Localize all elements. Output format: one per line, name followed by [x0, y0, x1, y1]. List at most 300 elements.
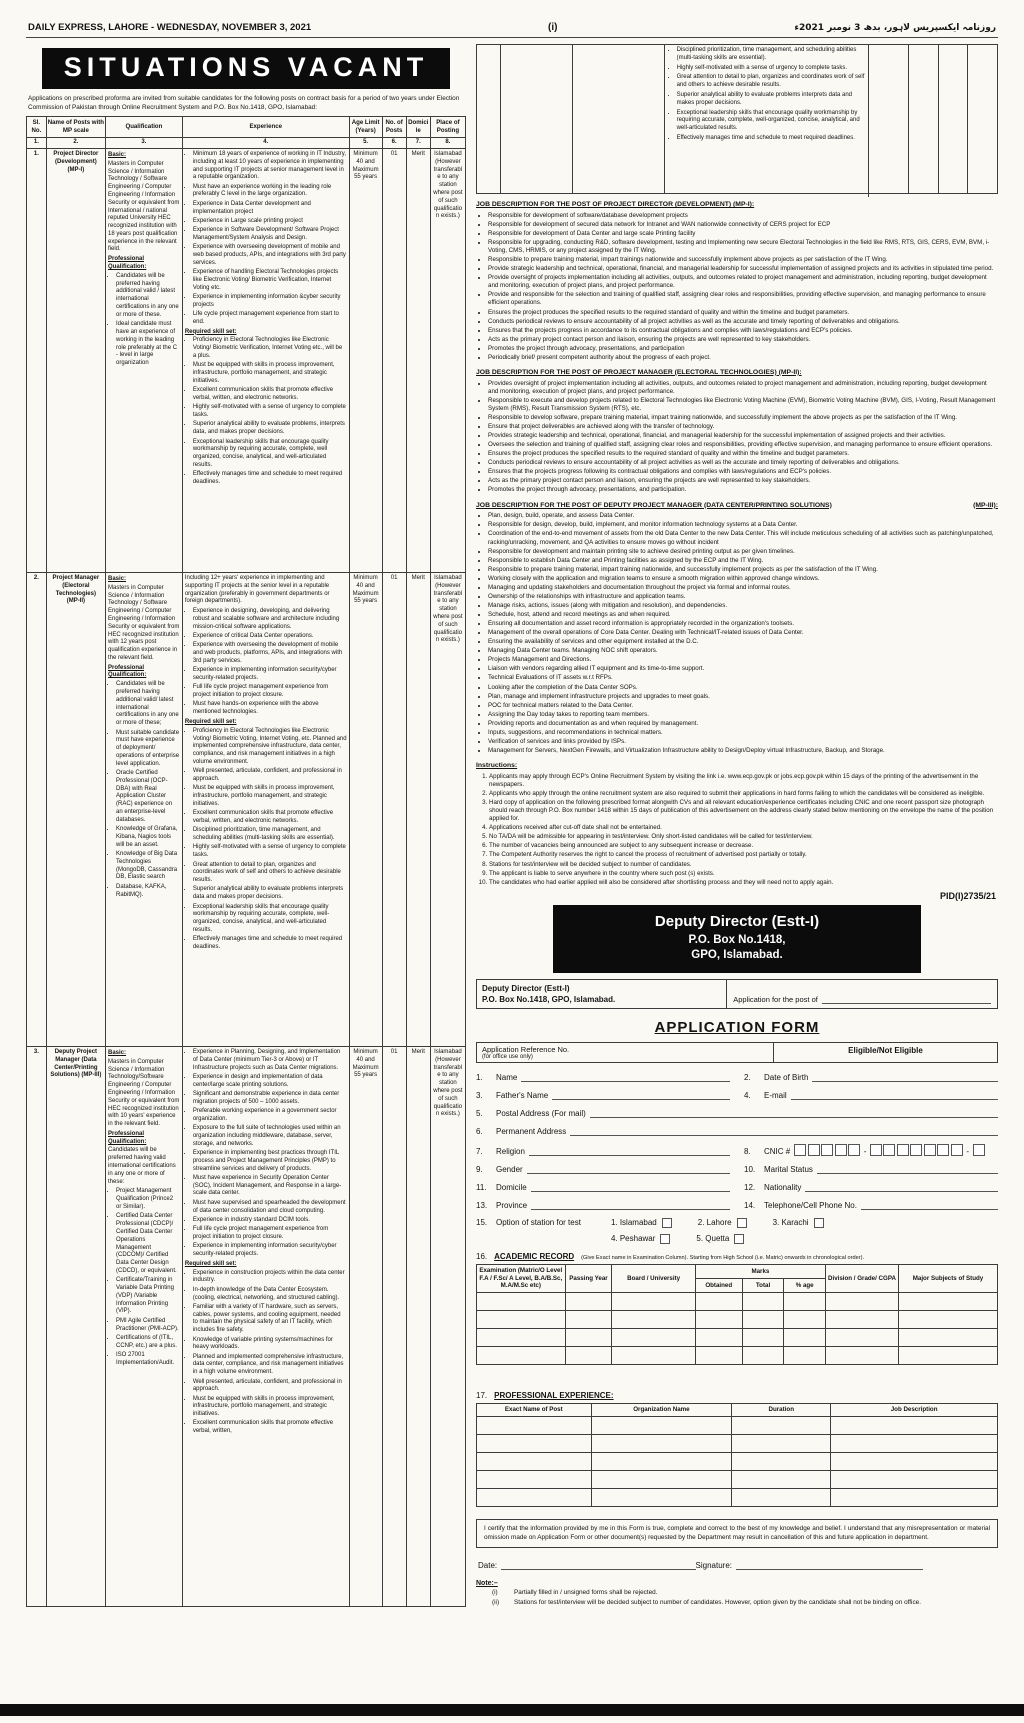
- bullet-item: • Superior analytical ability to evaluate problems interprets data and makes proper decisions.: [193, 886, 347, 902]
- academic-header-row-1: [477, 1264, 998, 1278]
- section-number: 16.: [476, 1251, 488, 1261]
- address-strip: [476, 979, 998, 1009]
- field-number: 4.: [744, 1090, 751, 1100]
- station-label: 3. Karachi: [772, 1218, 809, 1228]
- bullet-item: • Database, KAFKA, RabitMQ).: [116, 884, 180, 900]
- post-name-fill-line: [822, 994, 991, 1004]
- header-major-subjects: Major Subjects of Study: [898, 1264, 997, 1292]
- field-number: 5.: [476, 1108, 483, 1118]
- bullet-item: • Certified Data Center Professional (CDCP)/ Certified Data Center Operations Management (CDCOM)/ Certified Data Center Design (CDCD), or equivalent.: [116, 1213, 180, 1275]
- blank-cell: [898, 1293, 997, 1311]
- field-number: 3.: [476, 1090, 483, 1100]
- bullet-item: • Experience of critical Data Center operations.: [193, 633, 347, 641]
- form-row: [476, 1144, 998, 1156]
- cell-bullets: [185, 337, 347, 486]
- form-row: [476, 1200, 998, 1210]
- cnic-digit-box: [821, 1144, 833, 1156]
- blank-cell: [477, 1329, 566, 1347]
- list-item: • Verification of services and links provided by ISPs.: [488, 738, 998, 746]
- application-for-post-label: Application for the post of: [733, 994, 818, 1004]
- blank-cell: [831, 1416, 998, 1434]
- bullet-item: • Must be equipped with skills in process improvement, infrastructure, portfolio management, and strategic initiatives.: [193, 785, 347, 808]
- job-description-mp2: [476, 369, 998, 495]
- post-row-deputy-project-manager: [27, 1046, 466, 1606]
- list-item: • Responsible to prepare training material, impart training nationwide, and successfully implement projects as per the satisfaction of the IT Wing.: [488, 566, 998, 574]
- cell-heading: Basic:: [108, 151, 127, 158]
- reference-sublabel: (for office use only): [482, 1053, 533, 1060]
- header-duration: Duration: [732, 1404, 831, 1417]
- blank-cell: [612, 1311, 695, 1329]
- professional-experience-heading: [476, 1391, 998, 1400]
- field-email: [744, 1090, 998, 1100]
- blank-cell: [826, 1329, 899, 1347]
- cell-heading: Professional Qualification:: [108, 1130, 147, 1145]
- blank-cell: [591, 1488, 732, 1506]
- field-label: Telephone/Cell Phone No.: [764, 1200, 857, 1210]
- bullet-item: • Experience in implementing information security/cyber security-related projects.: [193, 1243, 347, 1259]
- bullet-item: • Must have experience in Security Operation Center (SOC), Incident Management, and Response in a large-scale data center.: [193, 1175, 347, 1198]
- academic-record-table: [476, 1264, 998, 1365]
- bullet-item: • Certifications of (ITIL, CCNP, etc.) are a plus.: [116, 1335, 180, 1351]
- form-row: [476, 1090, 998, 1100]
- continuation-empty-cell: [573, 45, 665, 193]
- list-item: • Working closely with the application and migration teams to ensure a smooth migration within approved change windows.: [488, 575, 998, 583]
- bullet-item: • Disciplined prioritization, time management, and scheduling abilities (multi-tasking skills are essential).: [193, 827, 347, 843]
- list-item: • POC for technical matters related to the Data Center.: [488, 702, 998, 710]
- list-item: 6. The number of vacancies being announced are subject to any subsequent increase or decrease.: [489, 842, 998, 850]
- date-field: [478, 1560, 696, 1570]
- blank-cell: [591, 1470, 732, 1488]
- fill-line: [552, 1090, 730, 1100]
- bullet-item: • Excellent communication skills that promote effective verbal, written, and electronic networks.: [193, 810, 347, 826]
- job-description-mp3-heading-text: JOB DESCRIPTION FOR THE POST OF DEPUTY PROJECT MANAGER (DATA CENTER/PRINTING SOLUTIONS): [476, 501, 832, 509]
- job-description-mp1: [476, 201, 998, 362]
- blank-cell: [732, 1488, 831, 1506]
- list-item: 10. The candidates who had earlier applied will also be considered after shortlisting process and they will need not to apply again.: [489, 879, 998, 887]
- bullet-item: • Must suitable candidate must have experience of deployment/ operations of enterprise level application.: [116, 730, 180, 769]
- fill-line: [791, 1090, 998, 1100]
- blank-cell: [477, 1488, 592, 1506]
- blank-cell: [695, 1311, 742, 1329]
- blank-cell: [612, 1329, 695, 1347]
- list-item: • Responsible to develop software, prepare training material, impart training nationwide, and successfully implement the above projects as per the satisfaction of the IT Wing.: [488, 414, 998, 422]
- date-signature-row: [476, 1560, 998, 1570]
- station-checkbox: [660, 1234, 670, 1244]
- cell-sl-3: 3.: [27, 1046, 47, 1606]
- notes-section: [476, 1580, 998, 1608]
- details-column: [476, 44, 998, 1609]
- list-item: • Responsible for development of software/database development projects: [488, 212, 998, 220]
- job-description-mp3-list: [476, 512, 998, 755]
- pid-number: PID(I)2735/21: [939, 890, 996, 901]
- bullet-item: • Experience in construction projects within the data center industry.: [193, 1270, 347, 1286]
- list-item: • Provide oversight of projects implementation including all activities, outputs, and outcomes related to project management and administration, including reporting, budget development and monitoring, execution of project plans, and project performance.: [488, 274, 998, 290]
- page-number: (i): [548, 22, 558, 33]
- list-item: • Responsible for development of Data Center and large scale Printing facility: [488, 230, 998, 238]
- fill-line: [817, 1164, 998, 1174]
- cell-paragraph: Including 12+ years' experience in implementing and supporting IT projects at the senior level in a reputable organization (preferably in government departments or foreign departments).: [184, 574, 330, 605]
- professional-experience-table: [476, 1403, 998, 1507]
- fill-line: [501, 1560, 695, 1570]
- field-number: 8.: [744, 1146, 751, 1156]
- application-fields: [476, 1072, 998, 1244]
- bullet-item: • Effectively manages time and schedule to meet required deadlines.: [193, 471, 347, 487]
- bullet-item: • Experience in design and implementation of data center/large scale printing solutions.: [193, 1074, 347, 1090]
- bullet-item: • Effectively manages time and schedule to meet required deadlines.: [193, 936, 347, 952]
- list-item: • Responsible for development of secured data network for Intranet and WAN nationwide connectivity of CERS project for ECP: [488, 221, 998, 229]
- blank-cell: [732, 1434, 831, 1452]
- list-item: • Projects Management and Directions.: [488, 656, 998, 664]
- section-number: 17.: [476, 1391, 488, 1401]
- page-content: [26, 44, 998, 1609]
- bullet-item: • Experience in Data Center development and implementation project: [193, 201, 347, 217]
- colnum: 8.: [430, 138, 465, 149]
- list-item: • Ensuring all documentation and asset record information is appropriately recorded in the organization's toolsets.: [488, 620, 998, 628]
- blank-cell: [565, 1311, 612, 1329]
- field-label: Gender: [496, 1164, 523, 1174]
- job-description-mp2-list: [476, 380, 998, 495]
- field-label: Domicile: [496, 1182, 527, 1192]
- application-form-title: APPLICATION FORM: [654, 1018, 820, 1036]
- colnum: 6.: [382, 138, 406, 149]
- bullet-item: • Significant and demonstrable experience in data center migration projects of 500 – 1000 assets.: [193, 1091, 347, 1107]
- cell-heading: Professional Qualification:: [108, 256, 147, 271]
- certification-text: I certify that the information provided by me in this Form is true, complete and correct to the best of my knowledge and belief. I understand that any misrepresentation or material omission made on Application Form or other document(s) requested by the Department may result in cancellation of this and future application in department.: [476, 1519, 998, 1548]
- list-item: 3. Hard copy of application on the following prescribed format alongwith CVs and all relevant education/experience certificates including CNIC and one recent passport size photograph should reach through P.O. Box number 1418 within 15 days of publication of this advertisement on the address clearly stated below mentioning on the envelope the name of the position applied for.: [489, 799, 998, 823]
- blank-cell: [784, 1311, 826, 1329]
- address-strip-left: [477, 980, 727, 1008]
- continuation-empty-cell: [501, 45, 572, 193]
- station-label: 1. Islamabad: [610, 1218, 657, 1228]
- fill-line: [590, 1108, 998, 1118]
- bullet-item: • Candidates will be preferred having additional valid / latest international certifications in any one or more of these.: [116, 273, 180, 320]
- form-row: [476, 1072, 998, 1082]
- blank-cell: [742, 1347, 784, 1365]
- header-board-university: Board / University: [612, 1264, 695, 1292]
- field-number: 6.: [476, 1126, 483, 1136]
- cell-age-1: Minimum 40 and Maximum 55 years: [349, 148, 382, 572]
- bullet-item: • Experience in industry standard DCIM tools.: [193, 1217, 347, 1225]
- colnum: 4.: [182, 138, 349, 149]
- cell-experience-2: [182, 572, 349, 1046]
- field-name: [476, 1072, 730, 1082]
- blank-cell: [477, 1470, 592, 1488]
- cnic-digit-box: [897, 1144, 909, 1156]
- cell-posts-3: 01: [382, 1046, 406, 1606]
- field-province: [476, 1200, 730, 1210]
- station-option-peshawar: [611, 1234, 670, 1244]
- blank-cell: [831, 1452, 998, 1470]
- bullet-item: • Experience in implementing information security/cyber security-related projects.: [193, 667, 347, 683]
- cnic-dash: [966, 1147, 969, 1156]
- note-text: Partially filled in / unsigned forms shall be rejected.: [514, 1588, 658, 1596]
- address-strip-pobox: P.O. Box No.1418, GPO, Islamabad.: [482, 994, 616, 1004]
- instructions-section: [476, 762, 998, 887]
- blank-cell: [732, 1470, 831, 1488]
- bullet-item: • Must be equipped with skills in process improvement, infrastructure, portfolio management, and strategic initiatives.: [193, 362, 347, 385]
- field-number: 15.: [476, 1217, 488, 1227]
- table-continuation: [476, 44, 998, 194]
- bullet-item: • Ideal candidate must have an experience of working in the leading role preferably at the C - level in large organization: [116, 321, 180, 368]
- field-label: Province: [496, 1200, 528, 1210]
- blank-cell: [831, 1488, 998, 1506]
- blank-cell: [732, 1452, 831, 1470]
- cell-bullets: [108, 1188, 180, 1367]
- reference-box: [476, 1042, 998, 1063]
- field-label: Father's Name: [496, 1090, 549, 1100]
- fill-line: [531, 1182, 730, 1192]
- bullet-item: • Experience in implementing information &cyber security projects: [193, 294, 347, 310]
- cnic-digit-box: [910, 1144, 922, 1156]
- station-option-islamabad: [611, 1218, 672, 1228]
- blank-cell: [732, 1416, 831, 1434]
- blank-cell: [784, 1329, 826, 1347]
- cell-bullets: [185, 1270, 347, 1436]
- continuation-bullets: [668, 47, 866, 143]
- header-examination: Examination (Matric/O Level F.A / F.Sc/ A Level, B.A/B.Sc, M.A/M.Sc etc): [477, 1264, 566, 1292]
- cell-sl-1: 1.: [27, 148, 47, 572]
- posts-table: [26, 116, 466, 1607]
- list-item: • Plan, manage and implement infrastructure projects and upgrades to meet goals.: [488, 693, 998, 701]
- field-number: 12.: [744, 1182, 756, 1192]
- bullet-item: • In-depth knowledge of the Data Center Ecosystem. (cooling, electrical, networking, and structured cabling).: [193, 1287, 347, 1303]
- fill-line: [570, 1126, 998, 1136]
- cell-paragraph: Masters in Computer Science / Information Technology / Software Engineering / Computer Engineering / Information Security or equivalent from HEC recognized institution with 12 years post qualification experience in the relevant field.: [108, 584, 180, 661]
- field-postal-address: [476, 1108, 998, 1118]
- fill-line: [736, 1560, 923, 1570]
- continuation-empty-cell: [477, 45, 501, 193]
- cell-paragraph: Candidates will be preferred having valid international certifications in any one or more of these:: [108, 1147, 176, 1185]
- list-item: • Responsible for development and maintain printing site to achieve desired printing output as per given timelines.: [488, 548, 998, 556]
- notes-heading: Note:–: [476, 1579, 498, 1587]
- bullet-item: • Highly self-motivated with a sense of urgency to complete tasks.: [193, 404, 347, 420]
- header-qualification: Qualification: [106, 117, 183, 138]
- bullet-item: • Proficiency in Electoral Technologies like Electronic Voting/ Biometric Verification, Internet Voting etc., will be a plus.: [193, 337, 347, 360]
- bullet-item: • Exposure to the full suite of technologies used within an organization including middleware, database, server, storage, and networks.: [193, 1125, 347, 1148]
- field-label: Date of Birth: [764, 1072, 809, 1082]
- list-item: • Provide strategic leadership and technical, operational, financial, and managerial leadership for successful implementation of assigned projects and its activities in stipulated time period.: [488, 265, 998, 273]
- fill-line: [805, 1182, 998, 1192]
- blank-cell: [612, 1293, 695, 1311]
- field-number: 11.: [476, 1182, 487, 1192]
- cell-bullets: [185, 608, 347, 717]
- ad-title-banner: [42, 48, 450, 89]
- bullet-item: • PMI Agile Certified Practitioner (PMI-ACP).: [116, 1318, 180, 1334]
- cell-domicile-3: Merit: [406, 1046, 430, 1606]
- bullet-item: • Experience in Planning, Designing, and Implementation of Data Center (minimum Tier-3 or Above) or IT Infrastructure projects such as Data Center migrations.: [193, 1049, 347, 1072]
- list-item: 2. Applicants who apply through the online recruitment system are also required to submit their applications in hard forms failing to which the candidates will be considered as ineligible.: [489, 790, 998, 798]
- list-item: • Providing reports and documentation as and when required by management.: [488, 720, 998, 728]
- header-place: Place of Posting: [430, 117, 465, 138]
- list-item: • Ensures that the projects progress following its contractual obligations and complies with laws/regulations and ECP's policies.: [488, 468, 998, 476]
- station-checkbox: [737, 1218, 747, 1228]
- list-item: • Inputs, suggestions, and recommendations in technical matters.: [488, 729, 998, 737]
- post-row-project-director: [27, 148, 466, 572]
- form-row-station: [476, 1218, 998, 1244]
- header-exact-post: Exact Name of Post: [477, 1404, 592, 1417]
- form-row: [476, 1182, 998, 1192]
- experience-blank-row: [477, 1470, 998, 1488]
- cell-age-3: Minimum 40 and Maximum 55 years: [349, 1046, 382, 1606]
- experience-header-row: [477, 1404, 998, 1417]
- list-item: 8. Stations for test/interview will be decided subject to number of candidates.: [489, 861, 998, 869]
- cell-place-2: Islamabad (However transferable to any station where post of such qualification exists.): [430, 572, 465, 1046]
- cnic-digit-box: [973, 1144, 985, 1156]
- cnic-digit-box: [937, 1144, 949, 1156]
- list-item: • Superior analytical ability to evaluate problems interprets data and makes proper decisions.: [677, 92, 866, 108]
- field-telephone: [744, 1200, 998, 1210]
- note-number: (ii): [492, 1598, 500, 1606]
- job-description-mp2-heading: JOB DESCRIPTION FOR THE POST OF PROJECT MANAGER (ELECTORAL TECHNOLOGIES) (MP-II):: [476, 368, 802, 376]
- field-cnic: [744, 1144, 998, 1156]
- blank-cell: [565, 1293, 612, 1311]
- list-item: • Schedule, host, attend and record meetings as and when required.: [488, 611, 998, 619]
- bullet-item: • Great attention to detail to plan, organizes and coordinates work of self and others to achieve desirable results.: [193, 862, 347, 885]
- blank-cell: [591, 1434, 732, 1452]
- cnic-boxes: [794, 1144, 984, 1156]
- field-number: 9.: [476, 1164, 483, 1174]
- cell-paragraph: Masters in Computer Science / Information Technology / Software Engineering / Computer Engineering / Information Security or equivalent from International / national reputed University HEC recognized institution with 18 years post qualification experience in the relevant field.: [108, 160, 180, 253]
- header-age-limit: Age Limit (Years): [349, 117, 382, 138]
- header-sl-no: Sl. No.: [27, 117, 47, 138]
- field-label: Option of station for test: [496, 1217, 581, 1227]
- signature-label: Signature:: [695, 1560, 733, 1570]
- job-description-mp3-heading: [476, 502, 998, 511]
- academic-blank-row: [477, 1347, 998, 1365]
- bullet-item: • Excellent communication skills that promote effective verbal, written,: [193, 1420, 347, 1436]
- cell-domicile-1: Merit: [406, 148, 430, 572]
- list-item: • Looking after the completion of the Data Center SOPs.: [488, 684, 998, 692]
- bullet-item: • Full life cycle project management experience from project initiation to project closure.: [193, 684, 347, 700]
- continuation-empty-cell: [869, 45, 909, 193]
- cell-qualification-1: [106, 148, 183, 572]
- instructions-list: [476, 773, 998, 887]
- header-division-grade: Division / Grade/ CGPA: [826, 1264, 899, 1292]
- list-item: • Managing Data Center teams. Managing NOC shift operators.: [488, 647, 998, 655]
- date-label: Date:: [478, 1560, 498, 1570]
- field-number: 14.: [744, 1200, 756, 1210]
- instructions-heading: Instructions:: [476, 762, 518, 770]
- list-item: • Managing and updating stakeholders and documentation throughout the project via formal and informal routes.: [488, 584, 998, 592]
- cell-heading: Basic:: [108, 1049, 127, 1056]
- field-label: CNIC #: [764, 1146, 791, 1156]
- colnum: 5.: [349, 138, 382, 149]
- header-organization: Organization Name: [591, 1404, 732, 1417]
- bullet-item: • Must have an experience working in the leading role preferably C level in the large organization.: [193, 184, 347, 200]
- cnic-digit-box: [924, 1144, 936, 1156]
- academic-record-title: ACADEMIC RECORD: [494, 1251, 575, 1261]
- blank-cell: [591, 1416, 732, 1434]
- blank-cell: [565, 1329, 612, 1347]
- blank-cell: [898, 1347, 997, 1365]
- list-item: • Conducts periodical reviews to ensure accountability of all project activities as well as the accurate and timely reporting of deliverables and obligations.: [488, 318, 998, 326]
- continuation-empty-cell: [968, 45, 997, 193]
- bullet-item: • Must have hands-on experience with the above mentioned technologies.: [193, 701, 347, 717]
- note-text: Stations for test/interview will be decided subject to number of candidates. However, option given by the candidate shall not be binding on office.: [514, 1598, 922, 1606]
- job-description-mp3-heading-suffix: (MP-III):: [973, 501, 998, 509]
- bullet-item: • Exceptional leadership skills that encourage quality workmanship by requiring accurate, complete, well-organized, concise, analytical, and well-articulated results.: [193, 904, 347, 935]
- field-label: Postal Address (For mail): [496, 1108, 586, 1118]
- ad-title: SITUATIONS VACANT: [63, 52, 429, 82]
- field-gender: [476, 1164, 730, 1174]
- fill-line: [529, 1146, 730, 1156]
- blank-cell: [695, 1329, 742, 1347]
- list-item: • Manage risks, actions, issues (along with mitigation and resolution), and dependencies.: [488, 602, 998, 610]
- colnum: 1.: [27, 138, 47, 149]
- list-item: • Plan, design, build, operate, and assess Data Center.: [488, 512, 998, 520]
- cnic-digit-box: [870, 1144, 882, 1156]
- list-item: • Responsible to execute and develop projects related to Electoral Technologies like Electronic Voting Machine (EVM), Biometric Voting Machine (BVM), GIS, I-Voting, Result Management System (RMS), Result Transmission System (RTS), etc.: [488, 397, 998, 413]
- posts-header-row: [27, 117, 466, 138]
- signature-field: [696, 1560, 924, 1570]
- contact-city: GPO, Islamabad.: [691, 948, 783, 961]
- list-item: • Coordination of the end-to-end movement of assets from the old Data Center to the new Data Center. This will include meticulous scheduling of all activities such as patching/unpatched, racking/unracking, movement, and QA activities to ensure moves go without incident: [488, 530, 998, 546]
- bullet-item: • Experience with overseeing development of mobile and web based products, APIs, and integrations with 3rd party services.: [193, 244, 347, 267]
- header-post-name: Name of Posts with MP scale: [46, 117, 105, 138]
- page-bottom-bar: [0, 1704, 1024, 1716]
- cell-heading: Basic:: [108, 575, 127, 582]
- cell-place-3: Islamabad (However transferable to any station where post of such qualification exists.): [430, 1046, 465, 1606]
- bullet-item: • Familiar with a variety of IT hardware, such as servers, cables, power systems, and cooling equipment, needed to maintain the physical safety of an IT facility, which includes fire safety.: [193, 1304, 347, 1335]
- blank-cell: [742, 1311, 784, 1329]
- blank-cell: [695, 1293, 742, 1311]
- colnum: 7.: [406, 138, 430, 149]
- academic-blank-row: [477, 1293, 998, 1311]
- header-domicile: Domicile: [406, 117, 430, 138]
- station-option-quetta: [696, 1234, 744, 1244]
- note-item-2: [476, 1599, 998, 1608]
- bullet-item: • Superior analytical ability to evaluate problems, interprets data, and makes proper decisions.: [193, 421, 347, 437]
- job-description-mp3: [476, 502, 998, 756]
- list-item: • Effectively manages time and schedule to meet required deadlines.: [677, 135, 866, 143]
- list-item: • Provide and responsible for the selection and training of qualified staff, assigning clear roles and responsibilities, providing effective supervision, and managing performance to ensure efficient operations.: [488, 291, 998, 307]
- list-item: • Responsible to establish Data Center and Printing facilities as assigned by the ECP and the IT Wing.: [488, 557, 998, 565]
- academic-blank-row: [477, 1329, 998, 1347]
- list-item: • Disciplined prioritization, time management, and scheduling abilities (multi-tasking skills are essential).: [677, 47, 866, 63]
- bullet-item: • Knowledge of Big Data Technologies (MongoDB, Cassandra DB, Elastic search: [116, 851, 180, 882]
- field-label: Religion: [496, 1146, 525, 1156]
- cnic-digit-box: [835, 1144, 847, 1156]
- eligible-label: Eligible/Not Eligible: [773, 1043, 997, 1062]
- continuation-empty-cell: [909, 45, 939, 193]
- blank-cell: [784, 1347, 826, 1365]
- list-item: • Management of the overall operations of Core Data Center. Dealing with Technical/IT-related issues of Data Center.: [488, 629, 998, 637]
- blank-cell: [477, 1452, 592, 1470]
- cell-post-1: Project Director (Development) (MP-I): [46, 148, 105, 572]
- field-label: Name: [496, 1072, 518, 1082]
- blank-cell: [591, 1452, 732, 1470]
- blank-cell: [695, 1347, 742, 1365]
- field-label: Nationality: [764, 1182, 802, 1192]
- cell-qualification-3: [106, 1046, 183, 1606]
- bullet-item: • Experience of handling Electoral Technologies projects like Electronic Voting/ Biometric Verification, Internet Voting etc.: [193, 269, 347, 292]
- list-item: • Assigning the Day today takes to reporting team members.: [488, 711, 998, 719]
- station-checkbox: [662, 1218, 672, 1228]
- list-item: • Responsible for design, develop, build, implement, and monitor information technology systems at a Data Center.: [488, 521, 998, 529]
- experience-blank-row: [477, 1452, 998, 1470]
- bullet-item: • Planned and implemented comprehensive infrastructure, data center, compliance, and risk management initiatives in a high volume environment.: [193, 1354, 347, 1377]
- cell-posts-1: 01: [382, 148, 406, 572]
- cell-experience-1: [182, 148, 349, 572]
- list-item: 7. The Competent Authority reserves the right to cancel the process of recruitment of advertised post partially or totally.: [489, 851, 998, 859]
- list-item: • Liaison with vendors regarding allied IT equipment and its time-to-time support.: [488, 665, 998, 673]
- job-description-mp1-heading: JOB DESCRIPTION FOR THE POST OF PROJECT DIRECTOR (DEVELOPMENT) (MP-I):: [476, 201, 755, 208]
- colnum: 2.: [46, 138, 105, 149]
- cell-bullets: [185, 1049, 347, 1259]
- list-item: • Conducts periodical reviews to ensure accountability of all project activities as well as the accurate and timely reporting of deliverables and obligations.: [488, 459, 998, 467]
- blank-cell: [898, 1311, 997, 1329]
- bullet-item: • Highly self-motivated with a sense of urgency to complete tasks.: [193, 844, 347, 860]
